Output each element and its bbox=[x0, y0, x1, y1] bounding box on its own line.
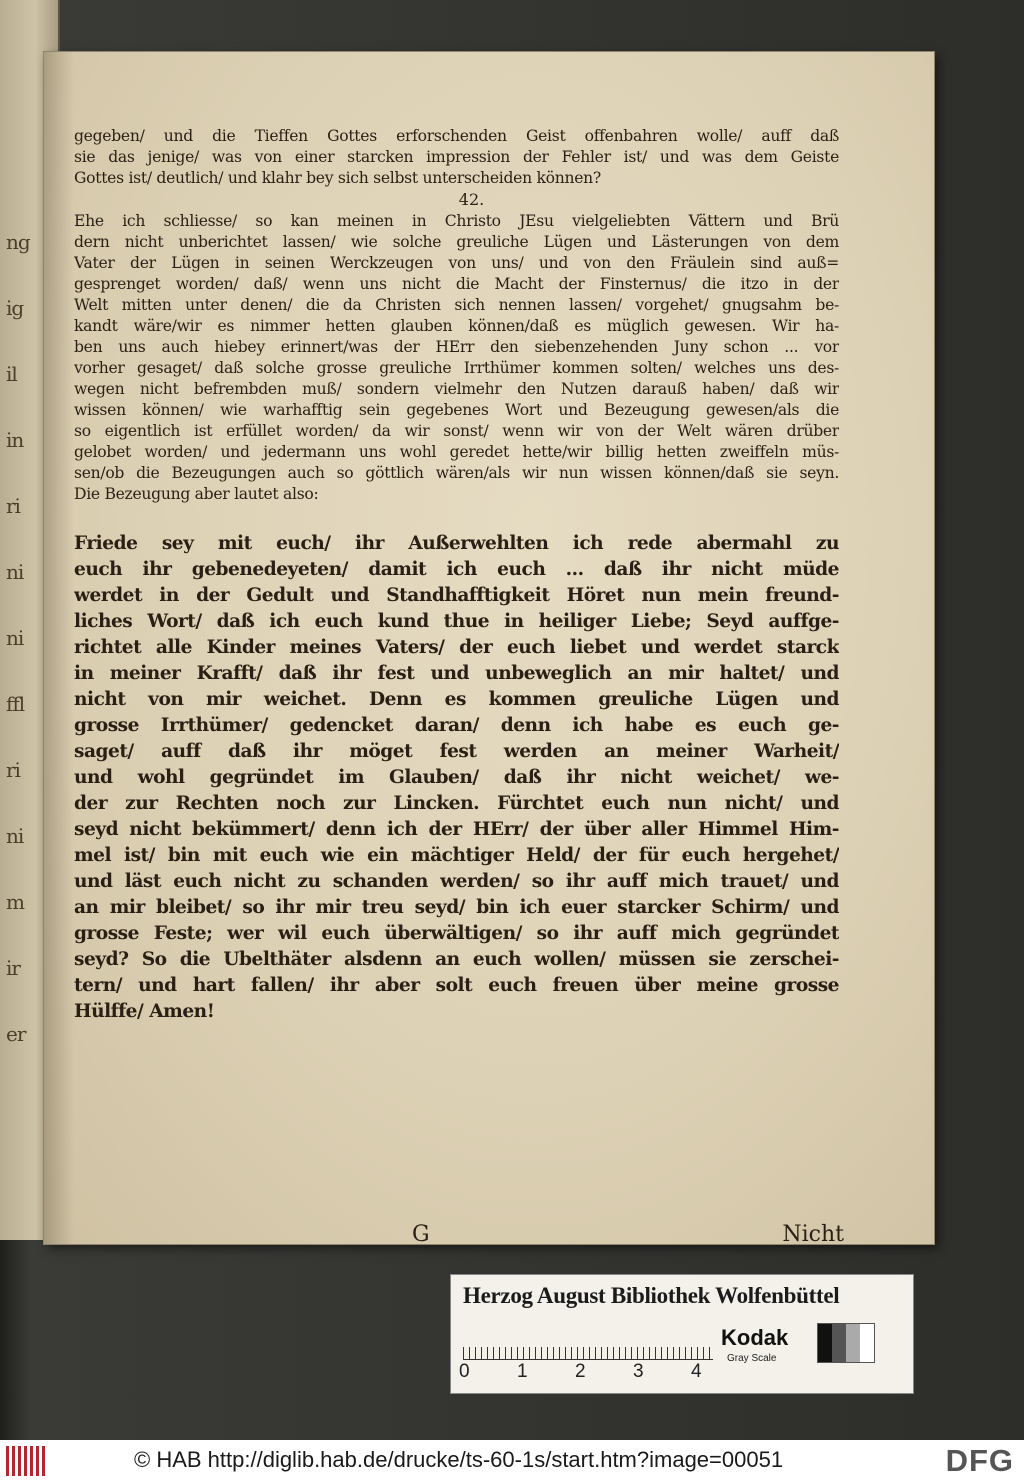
prev-page-fragment: ri bbox=[6, 758, 20, 782]
text-line: gegeben/ und die Tieffen Gottes erforschenden Geist offenbahren wolle/ auff daß bbox=[74, 127, 839, 145]
prev-page-fragment: er bbox=[6, 1022, 26, 1046]
text-line: Friede sey mit euch/ ihr Außerwehlten ich rede abermahl zu bbox=[74, 533, 839, 554]
text-line: mel ist/ bin mit euch wie ein mächtiger Held/ der für euch hergehet/ bbox=[74, 845, 839, 866]
text-line: und wohl gegründet im Glauben/ daß ihr nicht weichet/ we- bbox=[74, 767, 839, 788]
prev-page-fragment: ig bbox=[6, 296, 24, 320]
signature-mark: G bbox=[412, 1222, 430, 1247]
page-gutter-shadow bbox=[44, 52, 74, 1244]
text-line: vorher gesaget/ daß solche grosse greuliche Irrthümer kommen solten/ welches uns des- bbox=[74, 359, 839, 377]
text-line: wissen können/ wie warhafftig sein gegebenes Wort und Bezeugung gewesen/als die bbox=[74, 401, 839, 419]
text-line: so eigentlich ist erfüllet worden/ da wir sonst/ wenn wir von der Welt wären drüber bbox=[74, 422, 839, 440]
text-line: grosse Irrthümer/ gedencket daran/ denn ich habe es euch ge- bbox=[74, 715, 839, 736]
text-line: dern nicht unberichtet lassen/ wie solche greuliche Lügen und Lästerungen von dem bbox=[74, 233, 839, 251]
text-line: in meiner Krafft/ daß ihr fest und unbeweglich an mir haltet/ und bbox=[74, 663, 839, 684]
text-line: an mir bleibet/ so ihr mir treu seyd/ bin ich euer starcker Schirm/ und bbox=[74, 897, 839, 918]
text-line: sen/ob die Bezeugungen auch so göttlich wären/als wir nun wissen können/daß sie seyn. bbox=[74, 464, 839, 482]
ruler-number: 1 bbox=[517, 1361, 528, 1382]
prev-page-fragment: ng bbox=[6, 230, 30, 254]
prev-page-fragment: il bbox=[6, 362, 17, 386]
prev-page-fragment: ri bbox=[6, 494, 20, 518]
kodak-logo-text: Kodak bbox=[721, 1325, 789, 1350]
footer-credit-link[interactable]: © HAB http://diglib.hab.de/drucke/ts-60-1s/start.htm?image=00051 bbox=[134, 1447, 784, 1472]
catchword: Nicht bbox=[782, 1222, 844, 1247]
text-line: werdet in der Gedult und Standhafftigkeit Höret nun mein freund- bbox=[74, 585, 839, 606]
page-footer-marks bbox=[44, 1222, 934, 1252]
prev-page-fragment: in bbox=[6, 428, 24, 452]
prev-page-fragment: m bbox=[6, 890, 24, 914]
text-line: Ehe ich schliesse/ so kan meinen in Christo JEsu vielgeliebten Vättern und Brü bbox=[74, 212, 839, 230]
text-line: Gottes ist/ deutlich/ und klahr bey sich selbst unterscheiden können? bbox=[74, 169, 601, 187]
text-line: richtet alle Kinder meines Vaters/ der euch liebet und werdet starck bbox=[74, 637, 839, 658]
text-line: kandt wäre/wir es nimmer hetten glauben können/daß es müglich gewesen. Wir ha- bbox=[74, 317, 839, 335]
viewer-footer bbox=[0, 1440, 1024, 1481]
text-line: tern/ und hart fallen/ ihr aber solt euch freuen über meine grosse bbox=[74, 975, 839, 996]
hab-logo-icon bbox=[6, 1446, 46, 1476]
text-line: seyd? So die Ubelthäter alsdenn an euch wollen/ müssen sie zerschei- bbox=[74, 949, 839, 970]
text-line: nicht von mir weichet. Denn es kommen greuliche Lügen und bbox=[74, 689, 839, 710]
text-line: Hülffe/ Amen! bbox=[74, 1001, 215, 1022]
ruler-number: 3 bbox=[633, 1361, 644, 1382]
section-number: 42. bbox=[458, 190, 485, 209]
book-page bbox=[44, 52, 934, 1247]
main-paragraph bbox=[74, 211, 839, 505]
library-color-target bbox=[450, 1274, 914, 1394]
scale-ruler bbox=[463, 1327, 713, 1360]
text-line: saget/ auff daß ihr möget fest werden an meiner Warheit/ bbox=[74, 741, 839, 762]
text-line: Die Bezeugung aber lautet also: bbox=[74, 485, 319, 503]
library-label-title: Herzog August Bibliothek Wolfenbüttel bbox=[463, 1283, 840, 1308]
text-line: seyd nicht bekümmert/ denn ich der HErr/ der über aller Himmel Him- bbox=[74, 819, 839, 840]
page-text bbox=[74, 126, 839, 1025]
continuation-paragraph bbox=[74, 126, 839, 189]
text-line: und läst euch nicht zu schanden werden/ so ihr auff mich trauet/ und bbox=[74, 871, 839, 892]
text-line: gelobet worden/ und jedermann uns wohl geredet hette/wir billig hetten zweiffeln müs- bbox=[74, 443, 839, 461]
prev-page-fragment: ni bbox=[6, 560, 24, 584]
text-line: der zur Rechten noch zur Lincken. Fürchtet euch nun nicht/ und bbox=[74, 793, 839, 814]
text-line: wegen nicht befrembden muß/ sondern vielmehr den Nutzen darauß haben/ daß wir bbox=[74, 380, 839, 398]
text-line: grosse Feste; wer wil euch überwältigen/ so ihr auff mich gegründet bbox=[74, 923, 839, 944]
gray-scale-caption: Gray Scale bbox=[727, 1353, 777, 1364]
text-line: Vater der Lügen in seinen Werckzeugen von uns/ und von den Fräulein sind auß= bbox=[74, 254, 839, 272]
gray-scale-swatches bbox=[817, 1323, 875, 1363]
prev-page-fragment: ir bbox=[6, 956, 20, 980]
text-line: liches Wort/ daß ich euch kund thue in heiliger Liebe; Seyd auffge- bbox=[74, 611, 839, 632]
ruler-number: 0 bbox=[459, 1361, 470, 1382]
prev-page-fragment: ni bbox=[6, 626, 24, 650]
text-line: ben uns auch hiebey erinnert/was der HErr den siebenzehenden Juny schon ... vor bbox=[74, 338, 839, 356]
prev-page-fragment: ffl bbox=[6, 692, 25, 716]
text-line: euch ihr gebenedeyeten/ damit ich euch ... daß ihr nicht müde bbox=[74, 559, 839, 580]
text-line: sie das jenige/ was von einer starcken impression der Fehler ist/ und was dem Geiste bbox=[74, 148, 839, 166]
dfg-logo: DFG bbox=[945, 1443, 1014, 1478]
ruler-number: 4 bbox=[691, 1361, 702, 1382]
text-line: Welt mitten unter denen/ die da Christen sich nennen lassen/ vorgehet/ gnugsahm be- bbox=[74, 296, 839, 314]
ruler-number: 2 bbox=[575, 1361, 586, 1382]
text-line: gesprenget worden/ daß/ wenn uns nicht die Macht der Finsternus/ die itzo in der bbox=[74, 275, 839, 293]
prev-page-fragment: ni bbox=[6, 824, 24, 848]
testimony-quote bbox=[74, 531, 839, 1025]
